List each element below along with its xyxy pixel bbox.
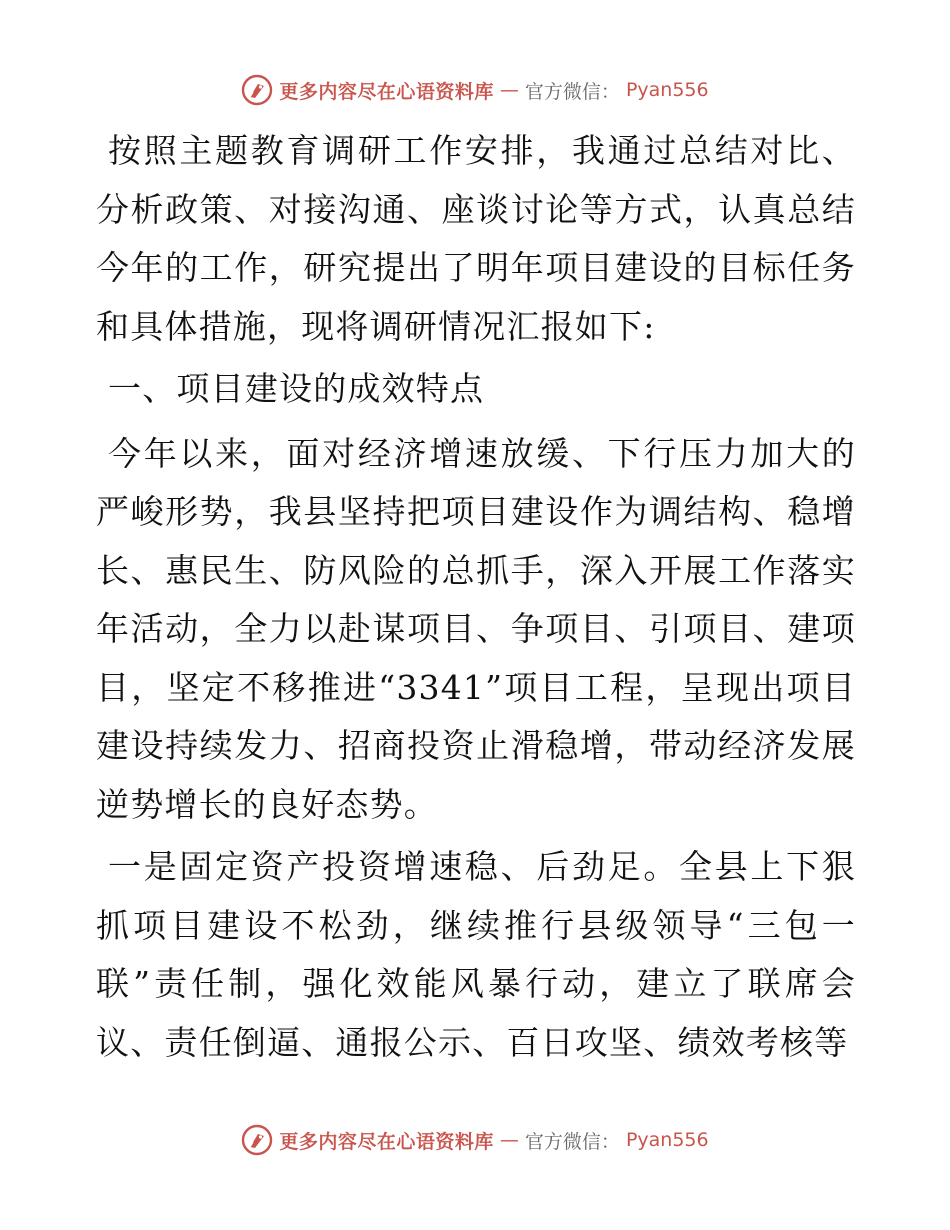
watermark-label: 官方微信：	[524, 1130, 620, 1153]
watermark-brand: 更多内容尽在心语资料库	[279, 80, 494, 103]
pen-nib-logo-icon	[241, 74, 273, 106]
document-body	[96, 122, 856, 1076]
watermark-brand: 更多内容尽在心语资料库	[279, 1130, 494, 1153]
watermark-dash: —	[499, 1129, 519, 1151]
pen-nib-logo-icon	[241, 1124, 273, 1156]
body-paragraph: 一是固定资产投资增速稳、后劲足。全县上下狠抓项目建设不松劲，继续推行县级领导“三包一联”责任制，强化效能风暴行动，建立了联席会议、责任倒逼、通报公示、百日攻坚、绩效考核等	[96, 847, 856, 1062]
watermark-header	[0, 70, 950, 110]
intro-paragraph: 按照主题教育调研工作安排，我通过总结对比、分析政策、对接沟通、座谈讨论等方式，认真总结今年的工作，研究提出了明年项目建设的目标任务和具体措施，现将调研情况汇报如下:	[96, 131, 856, 346]
watermark-footer	[0, 1120, 950, 1160]
body-paragraph: 今年以来，面对经济增速放缓、下行压力加大的严峻形势，我县坚持把项目建设作为调结构、稳增长、惠民生、防风险的总抓手，深入开展工作落实年活动，全力以赴谋项目、争项目、引项目、建项目，坚定不移推进“3341”项目工程，呈现出项目建设持续发力、招商投资止滑稳增，带动经济发展逆势增长的良好态势。	[96, 433, 856, 824]
watermark-id: Pyan556	[625, 1129, 709, 1151]
watermark-dash: —	[499, 79, 519, 101]
watermark-id: Pyan556	[625, 79, 709, 101]
watermark-label: 官方微信：	[524, 80, 620, 103]
section-heading: 一、项目建设的成效特点	[108, 369, 485, 408]
